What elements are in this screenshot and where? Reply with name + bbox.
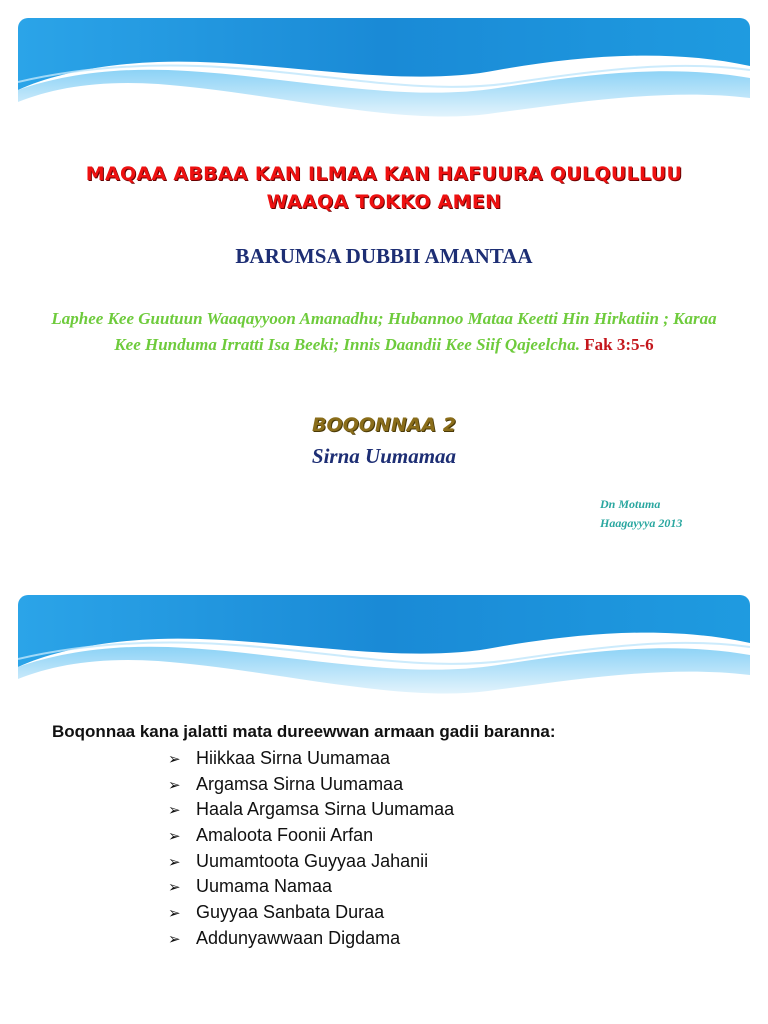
chapter-title: Sirna Uumamaa	[311, 444, 457, 468]
slide-title	[18, 160, 750, 216]
list-item: ➢ Argamsa Sirna Uumamaa	[168, 772, 454, 798]
list-item: ➢ Hiikkaa Sirna Uumamaa	[168, 746, 454, 772]
verse-text: Laphee Kee Guutuun Waaqayyoon Amanadhu; Hubannoo Mataa Keetti Hin Hirkatiin ; Karaa Kee Hunduma Irratti Isa Beeki; Innis Daandii Kee Siif Qajeelcha.	[51, 309, 717, 354]
topics-intro: Boqonnaa kana jalatti mata dureewwan armaan gadii baranna:	[52, 722, 556, 741]
list-item: ➢ Addunyawwaan Digdama	[168, 926, 454, 952]
author-name: Dn Motuma	[600, 497, 661, 511]
arrow-bullet-icon: ➢	[168, 776, 181, 794]
list-item: ➢ Uumamtoota Guyyaa Jahanii	[168, 849, 454, 875]
slide-2	[18, 595, 750, 1005]
list-item: ➢ Amaloota Foonii Arfan	[168, 823, 454, 849]
wave-header-graphic	[18, 595, 750, 715]
author-date: Haagayyya 2013	[600, 516, 683, 530]
wave-header-graphic	[18, 18, 750, 138]
list-item: ➢ Uumama Namaa	[168, 874, 454, 900]
slide-1	[18, 18, 750, 578]
arrow-bullet-icon: ➢	[168, 879, 181, 897]
verse-block	[48, 306, 720, 358]
list-item: ➢ Guyyaa Sanbata Duraa	[168, 900, 454, 926]
chapter-label: BOQONNAA 2	[312, 414, 456, 436]
arrow-bullet-icon: ➢	[168, 751, 181, 768]
slide-subtitle: BARUMSA DUBBII AMANTAA	[235, 244, 533, 268]
arrow-bullet-icon: ➢	[168, 853, 181, 871]
arrow-bullet-icon: ➢	[168, 930, 181, 948]
title-line-2: WAAQA TOKKO AMEN	[266, 191, 502, 213]
topics-list	[168, 746, 454, 952]
arrow-bullet-icon: ➢	[168, 905, 181, 923]
list-item: ➢ Haala Argamsa Sirna Uumamaa	[168, 797, 454, 823]
arrow-bullet-icon: ➢	[168, 828, 181, 846]
title-line-1: MAQAA ABBAA KAN ILMAA KAN HAFUURA QULQULLUU	[85, 163, 683, 185]
arrow-bullet-icon: ➢	[168, 802, 181, 820]
verse-reference: Fak 3:5-6	[584, 335, 654, 354]
author-block	[600, 495, 682, 533]
